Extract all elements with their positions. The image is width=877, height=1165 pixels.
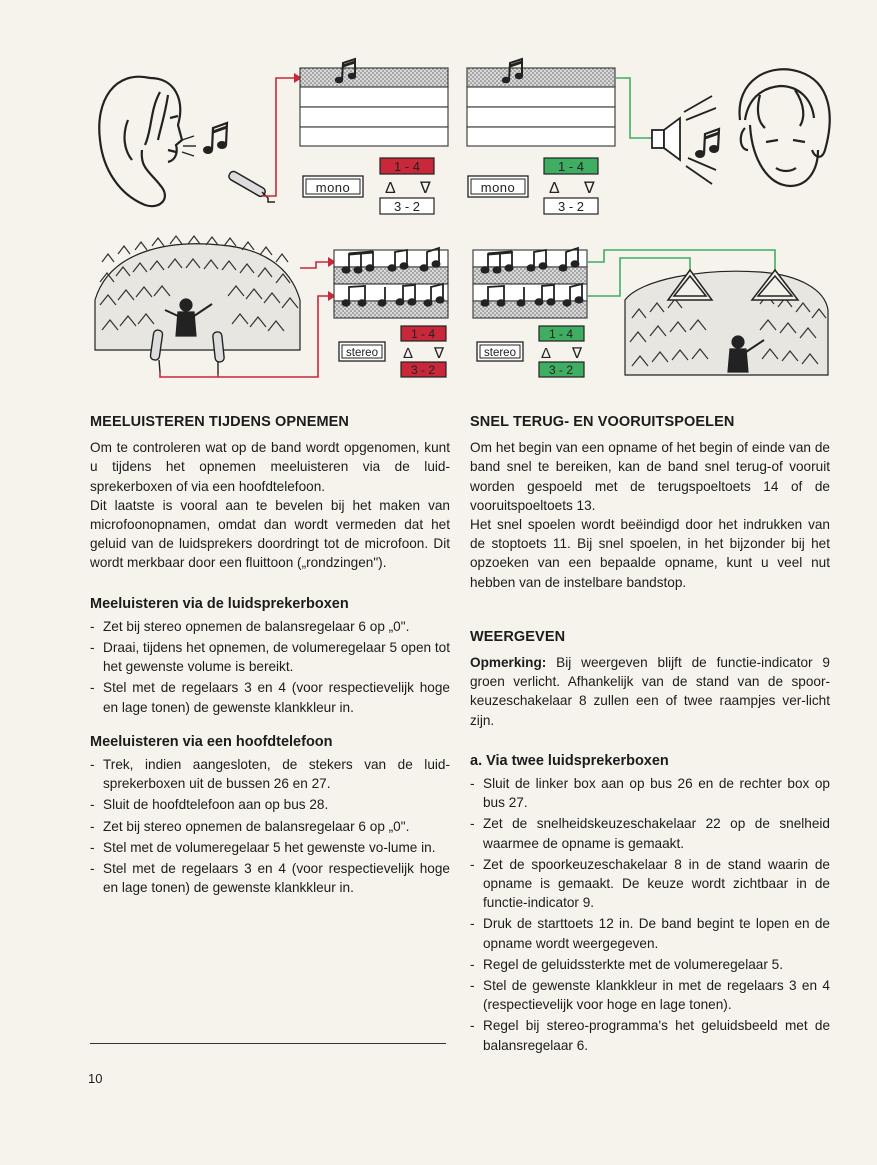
section-title-playback: WEERGEVEN — [470, 628, 566, 645]
list-item: - Regel bij stereo-programma's het geluidsbeeld met de balansregelaar 6. — [470, 1016, 830, 1054]
arrow-up-icon: Δ — [385, 180, 396, 197]
speakers-subtitle: Meeluisteren via de luidsprekerboxen — [90, 595, 349, 612]
footer-rule — [90, 1043, 446, 1044]
list-item: - Regel de geluidssterkte met de volumeregelaar 5. — [470, 955, 830, 974]
list-item: - Zet de spoorkeuzeschakelaar 8 in de stand waarin de opname is gemaakt. De keuze wordt zichtbaar in de functie-indicator 9. — [470, 855, 830, 913]
list-item: - Stel met de volumeregelaar 5 het gewenste vo-lume in. — [90, 838, 450, 857]
headphones-list — [90, 755, 450, 897]
two-speakers-subtitle: a. Via twee luidsprekerboxen — [470, 752, 669, 769]
audience-icon — [625, 271, 828, 375]
section-title-winding: SNEL TERUG- EN VOORUITSPOELEN — [470, 414, 735, 430]
music-notes-icon — [203, 123, 227, 154]
note-label: Opmerking: — [470, 655, 547, 671]
stereo-tape-track-diagram — [473, 248, 587, 318]
counter-top-green: 1 - 4 — [557, 159, 585, 174]
stereo-playback-illustration — [473, 248, 828, 377]
arrow-down-icon: ∇ — [420, 180, 431, 197]
note-text: Bij weergeven blijft de functie-indicator 9 groen verlicht. Afhankelijk van de stand van de spoor-keuzeschakelaar 8 zullen een of twee raampjes ver-licht zijn. — [470, 655, 830, 728]
tape-track-diagram — [300, 59, 448, 146]
arrow-down-icon: ∇ — [572, 345, 583, 362]
stereo-panel — [339, 326, 446, 377]
list-item: - Draai, tijdens het opnemen, de volumeregelaar 5 open tot het gewenste volume is bereikt. — [90, 638, 450, 676]
monitoring-intro-2: Dit laatste is vooral aan te bevelen bij het maken van microfoonopnamen, omdat dan wordt vermeden dat het geluid van de luidsprekers doordringt tot de microfoon. Dit wordt merkbaar door een fluittoon („rondzingen"). — [90, 497, 450, 571]
list-item: - Zet bij stereo opnemen de balansregelaar 6 op „0". — [90, 617, 450, 636]
headphones-subtitle: Meeluisteren via een hoofdtelefoon — [90, 733, 333, 750]
tape-track-diagram — [467, 59, 615, 146]
microphone-icon — [228, 170, 276, 202]
counter-bottom: 3 - 2 — [557, 199, 585, 214]
stereo-label: stereo — [346, 347, 378, 359]
list-item: - Trek, indien aangesloten, de stekers van de luid-sprekerboxen uit de bussen 26 en 27. — [90, 755, 450, 793]
mono-panel — [468, 158, 598, 214]
counter-top-green: 1 - 4 — [548, 327, 574, 341]
counter-bottom: 3 - 2 — [393, 199, 421, 214]
list-item: - Stel de gewenste klankkleur in met de regelaars 3 en 4 (respectievelijk voor hoge en lage tonen). — [470, 976, 830, 1014]
stereo-tape-track-diagram — [334, 248, 448, 318]
mono-panel — [303, 158, 434, 214]
arrow-up-icon: Δ — [403, 345, 414, 362]
arrow-down-icon: ∇ — [434, 345, 445, 362]
list-item: - Zet bij stereo opnemen de balansregelaar 6 op „0". — [90, 817, 450, 836]
stereo-recording-illustration — [95, 236, 448, 377]
stereo-label: stereo — [484, 347, 516, 359]
left-column — [90, 413, 450, 913]
listener-head-icon — [740, 69, 830, 186]
monitoring-intro-1: Om te controleren wat op de band wordt opgenomen, kunt u tijdens het opnemen meeluisteren via de luid-sprekerboxen of via een hoofdtelefoon. — [90, 440, 450, 494]
singer-head-icon — [99, 77, 182, 206]
microphone-icon — [212, 332, 224, 374]
winding-intro-2: Het snel spoelen wordt beëindigd door het indrukken van de stoptoets 11. Bij snel spoelen, in het bijzonder bij het opzoeken van een bepaalde opname, kunt u veel nut hebben van de instelbare bandstop. — [470, 517, 830, 590]
list-item: - Stel met de regelaars 3 en 4 (voor respectievelijk hoge en lage tonen) de gewenste klankkleur in. — [90, 678, 450, 716]
list-item: - Sluit de linker box aan op bus 26 en de rechter box op bus 27. — [470, 774, 830, 812]
list-item: - Stel met de regelaars 3 en 4 (voor respectievelijk hoge en lage tonen) de gewenste klankkleur in. — [90, 859, 450, 897]
arrow-down-icon: ∇ — [584, 180, 595, 197]
section-title-monitoring: MEELUISTEREN TIJDENS OPNEMEN — [90, 414, 349, 430]
mono-label: mono — [315, 180, 351, 195]
two-speakers-list — [470, 774, 830, 1055]
orchestra-icon — [95, 236, 300, 350]
illustrations — [0, 0, 877, 400]
right-column — [470, 413, 830, 1071]
speaker-icon — [652, 96, 716, 184]
playback-note — [470, 653, 830, 730]
counter-top-red: 1 - 4 — [393, 159, 421, 174]
arrow-up-icon: Δ — [549, 180, 560, 197]
music-notes-icon — [695, 129, 719, 158]
speakers-list — [90, 617, 450, 717]
arrow-up-icon: Δ — [541, 345, 552, 362]
list-item: - Zet de snelheidskeuzeschakelaar 22 op de snelheid waarmee de opname is gemaakt. — [470, 814, 830, 852]
mono-playback-illustration — [467, 59, 830, 214]
list-item: - Druk de starttoets 12 in. De band begint te lopen en de opname wordt weergegeven. — [470, 914, 830, 952]
winding-intro-1: Om het begin van een opname of het begin of einde van de band snel te bereiken, kan de band snel terug-of vooruit worden gespoeld met de terugspoeltoets 14 of de vooruitspoeltoets 13. — [470, 440, 830, 513]
list-item: - Sluit de hoofdtelefoon aan op bus 28. — [90, 795, 450, 814]
counter-bottom-green: 3 - 2 — [548, 363, 574, 377]
stereo-panel — [477, 326, 584, 377]
counter-bottom-red: 3 - 2 — [410, 363, 436, 377]
counter-top-red: 1 - 4 — [410, 327, 436, 341]
mono-recording-illustration — [99, 59, 448, 214]
mono-label: mono — [480, 180, 516, 195]
page-number: 10 — [88, 1071, 103, 1086]
